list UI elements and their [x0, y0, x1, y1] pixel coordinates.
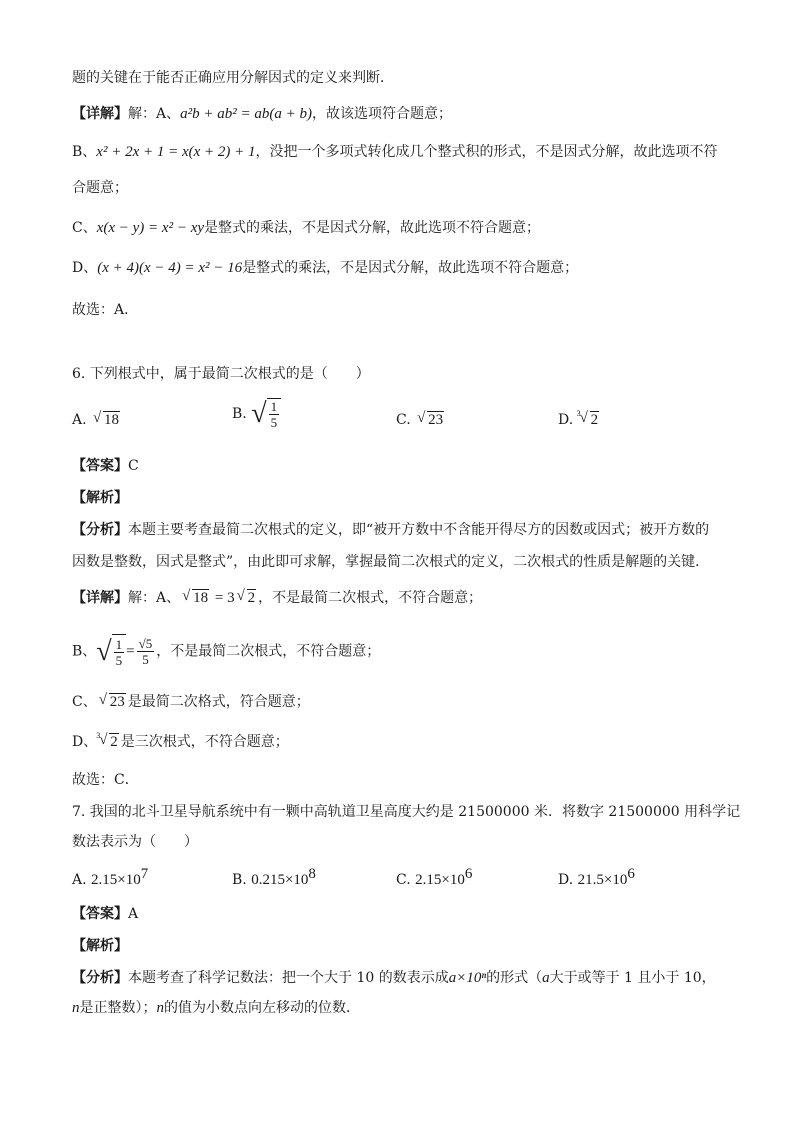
- root-index: √ 3: [96, 731, 101, 740]
- answer-value: C: [128, 458, 139, 474]
- option-d: [558, 410, 601, 430]
- answer-line: [72, 456, 734, 476]
- sqrt-expression: [182, 588, 209, 608]
- text-line: [72, 142, 734, 162]
- numerator: 1: [270, 399, 278, 414]
- option-label: D.: [558, 872, 574, 888]
- paragraph-text: 是最简二次格式，符合题意；: [127, 694, 310, 710]
- paragraph-text: ，故该选项符合题意；: [311, 106, 452, 122]
- paragraph-text: ，不是最简二次根式，不符合题意；: [258, 590, 483, 606]
- paragraph-text: 故选：A．: [72, 302, 139, 318]
- fraction: [137, 636, 155, 667]
- math-expression: = 3: [211, 590, 235, 606]
- paragraph-text: D、: [72, 734, 98, 750]
- fraction: [269, 399, 280, 430]
- radicand: 2: [590, 412, 599, 428]
- text-line: [72, 968, 734, 988]
- text-line: [72, 218, 734, 238]
- radicand: 2: [110, 734, 118, 750]
- option-label: C.: [396, 412, 411, 428]
- section-tag: 【详解】: [72, 590, 128, 606]
- numerator: √5: [138, 636, 153, 651]
- option-value: 21.5×10: [577, 872, 628, 888]
- variable: n: [72, 1000, 80, 1016]
- paragraph-text: 合题意；: [72, 180, 128, 196]
- paragraph-text: 是三次根式，不符合题意；: [120, 734, 289, 750]
- numerator: 1: [115, 637, 123, 653]
- question-stem: [72, 832, 734, 852]
- math-expression: a×10ⁿ: [448, 970, 487, 986]
- text-line: [72, 552, 734, 572]
- analysis-tag: 【解析】: [72, 490, 128, 506]
- sqrt-expression: [417, 410, 444, 430]
- math-expression: x² + 2x + 1 = x(x + 2) + 1: [96, 144, 256, 160]
- paragraph-text: 题的关键在于能否正确应用分解因式的定义来判断．: [72, 70, 394, 86]
- answer-value: A: [128, 906, 139, 922]
- exponent: 7: [140, 866, 149, 882]
- text-line: [72, 178, 734, 198]
- paragraph-text: 是整式的乘法，不是因式分解，故此选项不符合题意；: [204, 220, 541, 236]
- exponent: 6: [627, 866, 635, 882]
- paragraph-text: 因数是整数，因式是整式”，由此即可求解，掌握最简二次根式的定义，二次根式的性质是解题的关键．: [72, 554, 710, 570]
- cube-root-expression: [96, 731, 119, 752]
- paragraph-text: B、: [72, 144, 97, 160]
- fraction: [114, 637, 125, 668]
- text-line: [72, 998, 734, 1018]
- text-line: [72, 520, 734, 540]
- paragraph-text: D、: [72, 260, 98, 276]
- analysis-heading: [72, 936, 734, 956]
- text-line: [72, 770, 734, 790]
- denominator: 5: [270, 415, 278, 430]
- sqrt-expression: [237, 588, 257, 608]
- root-index: √ 3: [576, 409, 581, 418]
- radicand: 23: [109, 694, 125, 710]
- denominator: 5: [142, 652, 149, 667]
- option-c: [396, 866, 473, 890]
- option-label: C.: [396, 872, 411, 888]
- option-label: A.: [72, 872, 87, 888]
- paragraph-text: 的形式（: [486, 970, 543, 986]
- analysis-heading: [72, 488, 734, 508]
- text-line: [72, 68, 734, 88]
- text-line: [72, 634, 734, 670]
- math-expression: (x + 4)(x − 4) = x² − 16: [97, 260, 243, 276]
- paragraph-text: 本题考查了科学记数法：把一个大于 10 的数表示成: [128, 970, 449, 986]
- text-line: [72, 104, 734, 124]
- section-tag: 【详解】: [72, 106, 128, 122]
- section-tag: 【分析】: [72, 970, 128, 986]
- math-expression: x(x − y) = x² − xy: [96, 220, 205, 236]
- option-value: 0.215×10: [251, 872, 309, 888]
- exponent: 6: [464, 866, 473, 882]
- denominator: 5: [115, 653, 123, 669]
- sqrt-expression: [93, 410, 120, 430]
- option-label: A.: [72, 412, 87, 428]
- answer-line: [72, 904, 734, 924]
- option-value: 2.15×10: [91, 872, 141, 888]
- radicand: 18: [104, 412, 120, 428]
- text-line: [72, 692, 734, 712]
- option-c: [396, 410, 446, 430]
- paragraph-text: B、: [72, 643, 97, 660]
- paragraph-text: 故选：C．: [72, 772, 139, 788]
- math-expression: a²b + ab² = ab(a + b): [180, 106, 312, 122]
- radicand: 2: [247, 590, 256, 606]
- paragraph-text: 解：A、: [128, 590, 181, 606]
- option-value: 2.15×10: [415, 872, 465, 888]
- paragraph-text: 大于或等于 1 且小于 10，: [549, 970, 716, 986]
- question-7-stem: 7. 我国的北斗卫星导航系统中有一颗中高轨道卫星高度大约是 21500000 米．将数字 21500000 用科学记: [72, 804, 741, 820]
- sqrt-fraction: [96, 634, 126, 669]
- radicand: [112, 634, 127, 669]
- text-line: [72, 258, 734, 278]
- question-7-stem-cont: 数法表示为（ ）: [72, 834, 198, 850]
- equals-sign: =: [126, 643, 135, 660]
- option-a: [72, 410, 122, 430]
- cube-root-expression: [576, 409, 600, 430]
- sqrt-fraction: [251, 398, 281, 430]
- option-b: [232, 866, 316, 890]
- radicand: 18: [193, 590, 209, 606]
- text-line: [72, 300, 734, 320]
- question-stem: [72, 802, 741, 822]
- radical-sign: √: [251, 398, 267, 429]
- radicand: 23: [428, 412, 444, 428]
- option-a: [72, 866, 149, 890]
- paragraph-text: ，没把一个多项式转化成几个整式积的形式，不是因式分解，故此选项不符: [255, 144, 718, 160]
- question-stem: [72, 364, 734, 384]
- option-label: B.: [232, 872, 247, 888]
- exponent: 8: [308, 866, 316, 882]
- text-line: [72, 588, 734, 608]
- option-d: [558, 866, 635, 890]
- sqrt-expression: [99, 692, 126, 712]
- paragraph-text: 是正整数）；: [79, 1000, 157, 1016]
- paragraph-text: ，不是最简二次根式，不符合题意；: [156, 643, 381, 660]
- answer-tag: 【答案】: [72, 458, 128, 474]
- paragraph-text: 本题主要考查最简二次根式的定义，即“被开方数中不含能开得尽方的因数或因式；被开方数的: [128, 522, 710, 538]
- section-tag: 【分析】: [72, 522, 128, 538]
- analysis-tag: 【解析】: [72, 938, 128, 954]
- paragraph-text: C、: [72, 694, 97, 710]
- variable: a: [542, 970, 550, 986]
- radicand: [267, 398, 282, 430]
- question-6-stem: 6. 下列根式中，属于最简二次根式的是（ ）: [72, 366, 370, 382]
- option-label: D.: [558, 412, 574, 428]
- text-line: [72, 732, 734, 752]
- paragraph-text: C、: [72, 220, 97, 236]
- paragraph-text: 解：A、: [128, 106, 181, 122]
- variable: n: [156, 1000, 164, 1016]
- radical-sign: √: [96, 635, 112, 667]
- option-label: B.: [232, 406, 247, 422]
- answer-tag: 【答案】: [72, 906, 128, 922]
- paragraph-text: 的值为小数点向左移动的位数．: [164, 1000, 360, 1016]
- option-b: [232, 398, 281, 430]
- paragraph-text: 是整式的乘法，不是因式分解，故此选项不符合题意；: [242, 260, 579, 276]
